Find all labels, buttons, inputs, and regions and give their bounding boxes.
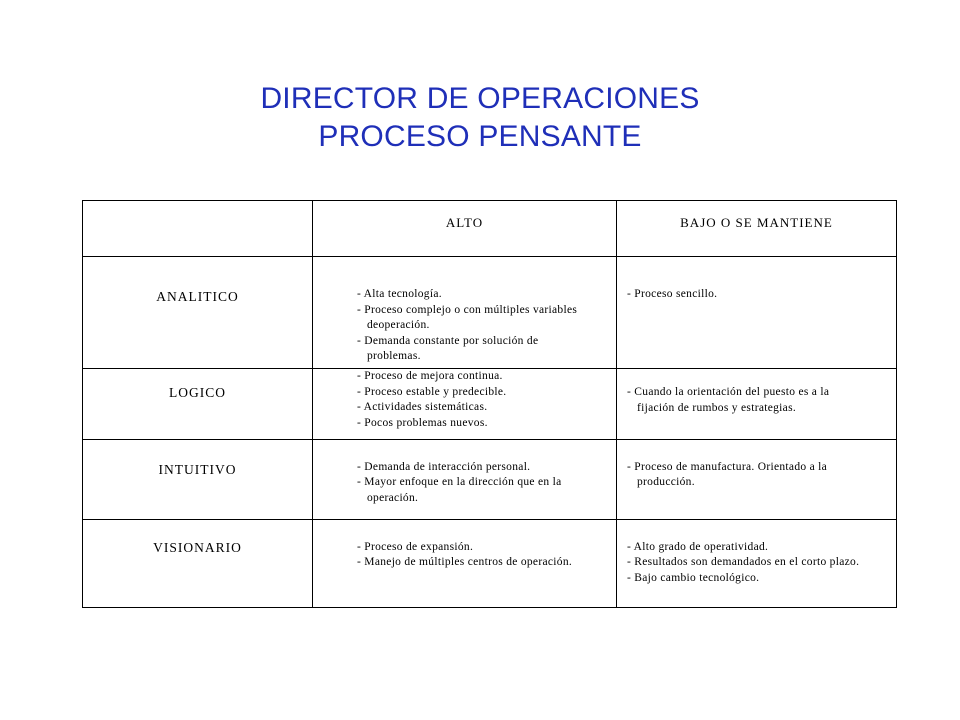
title-line-1: DIRECTOR DE OPERACIONES	[260, 82, 700, 115]
text-line: - Alto grado de operatividad.	[627, 540, 769, 553]
table-row-analitico	[83, 257, 897, 369]
header-alto: ALTO	[313, 201, 617, 257]
cell-logico-alto	[313, 369, 617, 439]
row-label-intuitivo: INTUITIVO	[83, 439, 313, 519]
cell-logico-bajo	[617, 369, 897, 439]
text-line: - Manejo de múltiples centros de operación.	[357, 556, 573, 569]
text-line: - Proceso estable y predecible.	[357, 385, 507, 398]
header-bajo: BAJO O SE MANTIENE	[617, 201, 897, 257]
cell-visionario-bajo	[617, 519, 897, 607]
text-line: - Proceso de manufactura. Orientado a la	[627, 460, 828, 473]
cell-intuitivo-bajo	[617, 439, 897, 519]
text-line: operación.	[367, 491, 419, 504]
row-label-analitico: ANALITICO	[83, 257, 313, 369]
text-line: - Proceso de expansión.	[357, 540, 474, 553]
text-line: fijación de rumbos y estrategias.	[637, 401, 797, 414]
text-line: - Demanda constante por solución de	[357, 334, 539, 347]
cell-intuitivo-alto	[313, 439, 617, 519]
text-line: - Pocos problemas nuevos.	[357, 416, 488, 429]
table-header-row	[83, 201, 897, 257]
text-line: - Actividades sistemáticas.	[357, 401, 488, 414]
text-line: - Proceso complejo o con múltiples variables	[357, 303, 578, 316]
text-line: - Mayor enfoque en la dirección que en la	[357, 476, 562, 489]
text-line: - Cuando la orientación del puesto es a la	[627, 386, 830, 399]
cell-analitico-bajo	[617, 257, 897, 369]
thinking-process-table	[82, 200, 897, 608]
text-line: - Proceso sencillo.	[627, 288, 718, 301]
text-line: producción.	[637, 476, 695, 489]
cell-visionario-alto	[313, 519, 617, 607]
header-empty-cell	[83, 201, 313, 257]
cell-analitico-alto	[313, 257, 617, 369]
table-row-logico	[83, 369, 897, 439]
text-line: - Alta tecnología.	[357, 288, 442, 301]
text-line: problemas.	[367, 350, 421, 363]
text-line: - Resultados son demandados en el corto plazo.	[627, 556, 860, 569]
table-row-visionario	[83, 519, 897, 607]
text-line: - Demanda de interacción personal.	[357, 460, 531, 473]
text-line: - Bajo cambio tecnológico.	[627, 571, 760, 584]
title-line-2: PROCESO PENSANTE	[318, 120, 642, 153]
text-line: deoperación.	[367, 319, 430, 332]
text-line: - Proceso de mejora continua.	[357, 370, 503, 383]
table-row-intuitivo	[83, 439, 897, 519]
page-title	[0, 80, 960, 156]
row-label-logico: LOGICO	[83, 369, 313, 439]
row-label-visionario: VISIONARIO	[83, 519, 313, 607]
